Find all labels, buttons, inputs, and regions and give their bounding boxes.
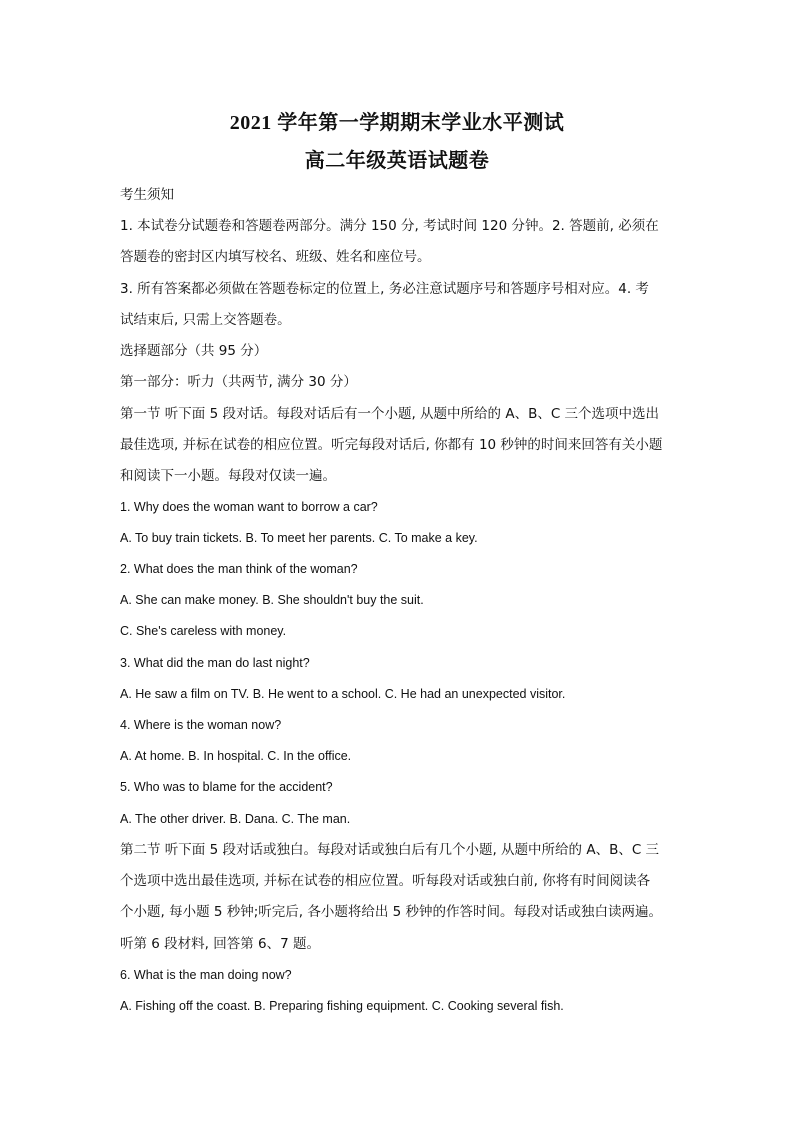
exam-subtitle: 高二年级英语试题卷 bbox=[304, 150, 490, 172]
part-heading: 第一部分：听力（共两节, 满分 30 分） bbox=[120, 374, 357, 390]
instruction-line: 最佳选项, 并标在试卷的相应位置。听完每段对话后, 你都有 10 秒钟的时间来回答有关小题 bbox=[120, 437, 663, 453]
question: 3. What did the man do last night? bbox=[120, 656, 310, 670]
answer-options: A. He saw a film on TV. B. He went to a school. C. He had an unexpected visitor. bbox=[120, 687, 566, 701]
answer-options: A. She can make money. B. She shouldn't buy the suit. bbox=[120, 593, 424, 607]
instruction-line: 听第 6 段材料, 回答第 6、7 题。 bbox=[120, 936, 321, 952]
instruction-line: 个选项中选出最佳选项, 并标在试卷的相应位置。听每段对话或独白前, 你将有时间阅读各 bbox=[120, 873, 651, 889]
exam-title: 2021 学年第一学期期末学业水平测试 bbox=[229, 112, 565, 134]
notice-line: 3. 所有答案都必须做在答题卷标定的位置上, 务必注意试题序号和答题序号相对应。4. 考 bbox=[120, 281, 649, 297]
answer-options: A. To buy train tickets. B. To meet her parents. C. To make a key. bbox=[120, 531, 478, 545]
answer-options: A. Fishing off the coast. B. Preparing fishing equipment. C. Cooking several fish. bbox=[120, 999, 564, 1013]
question: 6. What is the man doing now? bbox=[120, 968, 292, 982]
question: 1. Why does the woman want to borrow a car? bbox=[120, 500, 378, 514]
instruction-line: 第二节 听下面 5 段对话或独白。每段对话或独白后有几个小题, 从题中所给的 A、B、C 三 bbox=[120, 842, 660, 858]
instruction-line: 个小题, 每小题 5 秒钟;听完后, 各小题将给出 5 秒钟的作答时间。每段对话或独白读两遍。 bbox=[120, 904, 663, 920]
section-heading: 选择题部分（共 95 分） bbox=[120, 343, 268, 359]
question: 5. Who was to blame for the accident? bbox=[120, 780, 333, 794]
instruction-line: 第一节 听下面 5 段对话。每段对话后有一个小题, 从题中所给的 A、B、C 三个选项中选出 bbox=[120, 406, 660, 422]
notice-line: 试结束后, 只需上交答题卷。 bbox=[120, 312, 291, 328]
answer-options: A. At home. B. In hospital. C. In the office. bbox=[120, 749, 352, 763]
notice-line: 1. 本试卷分试题卷和答题卷两部分。满分 150 分, 考试时间 120 分钟。2. 答题前, 必须在 bbox=[120, 218, 659, 234]
answer-options: C. She's careless with money. bbox=[120, 624, 287, 638]
question: 4. Where is the woman now? bbox=[120, 718, 282, 732]
notice-heading: 考生须知 bbox=[120, 187, 174, 203]
notice-line: 答题卷的密封区内填写校名、班级、姓名和座位号。 bbox=[120, 249, 431, 265]
instruction-line: 和阅读下一小题。每段对仅读一遍。 bbox=[120, 468, 336, 484]
question: 2. What does the man think of the woman? bbox=[120, 562, 358, 576]
answer-options: A. The other driver. B. Dana. C. The man. bbox=[120, 812, 351, 826]
